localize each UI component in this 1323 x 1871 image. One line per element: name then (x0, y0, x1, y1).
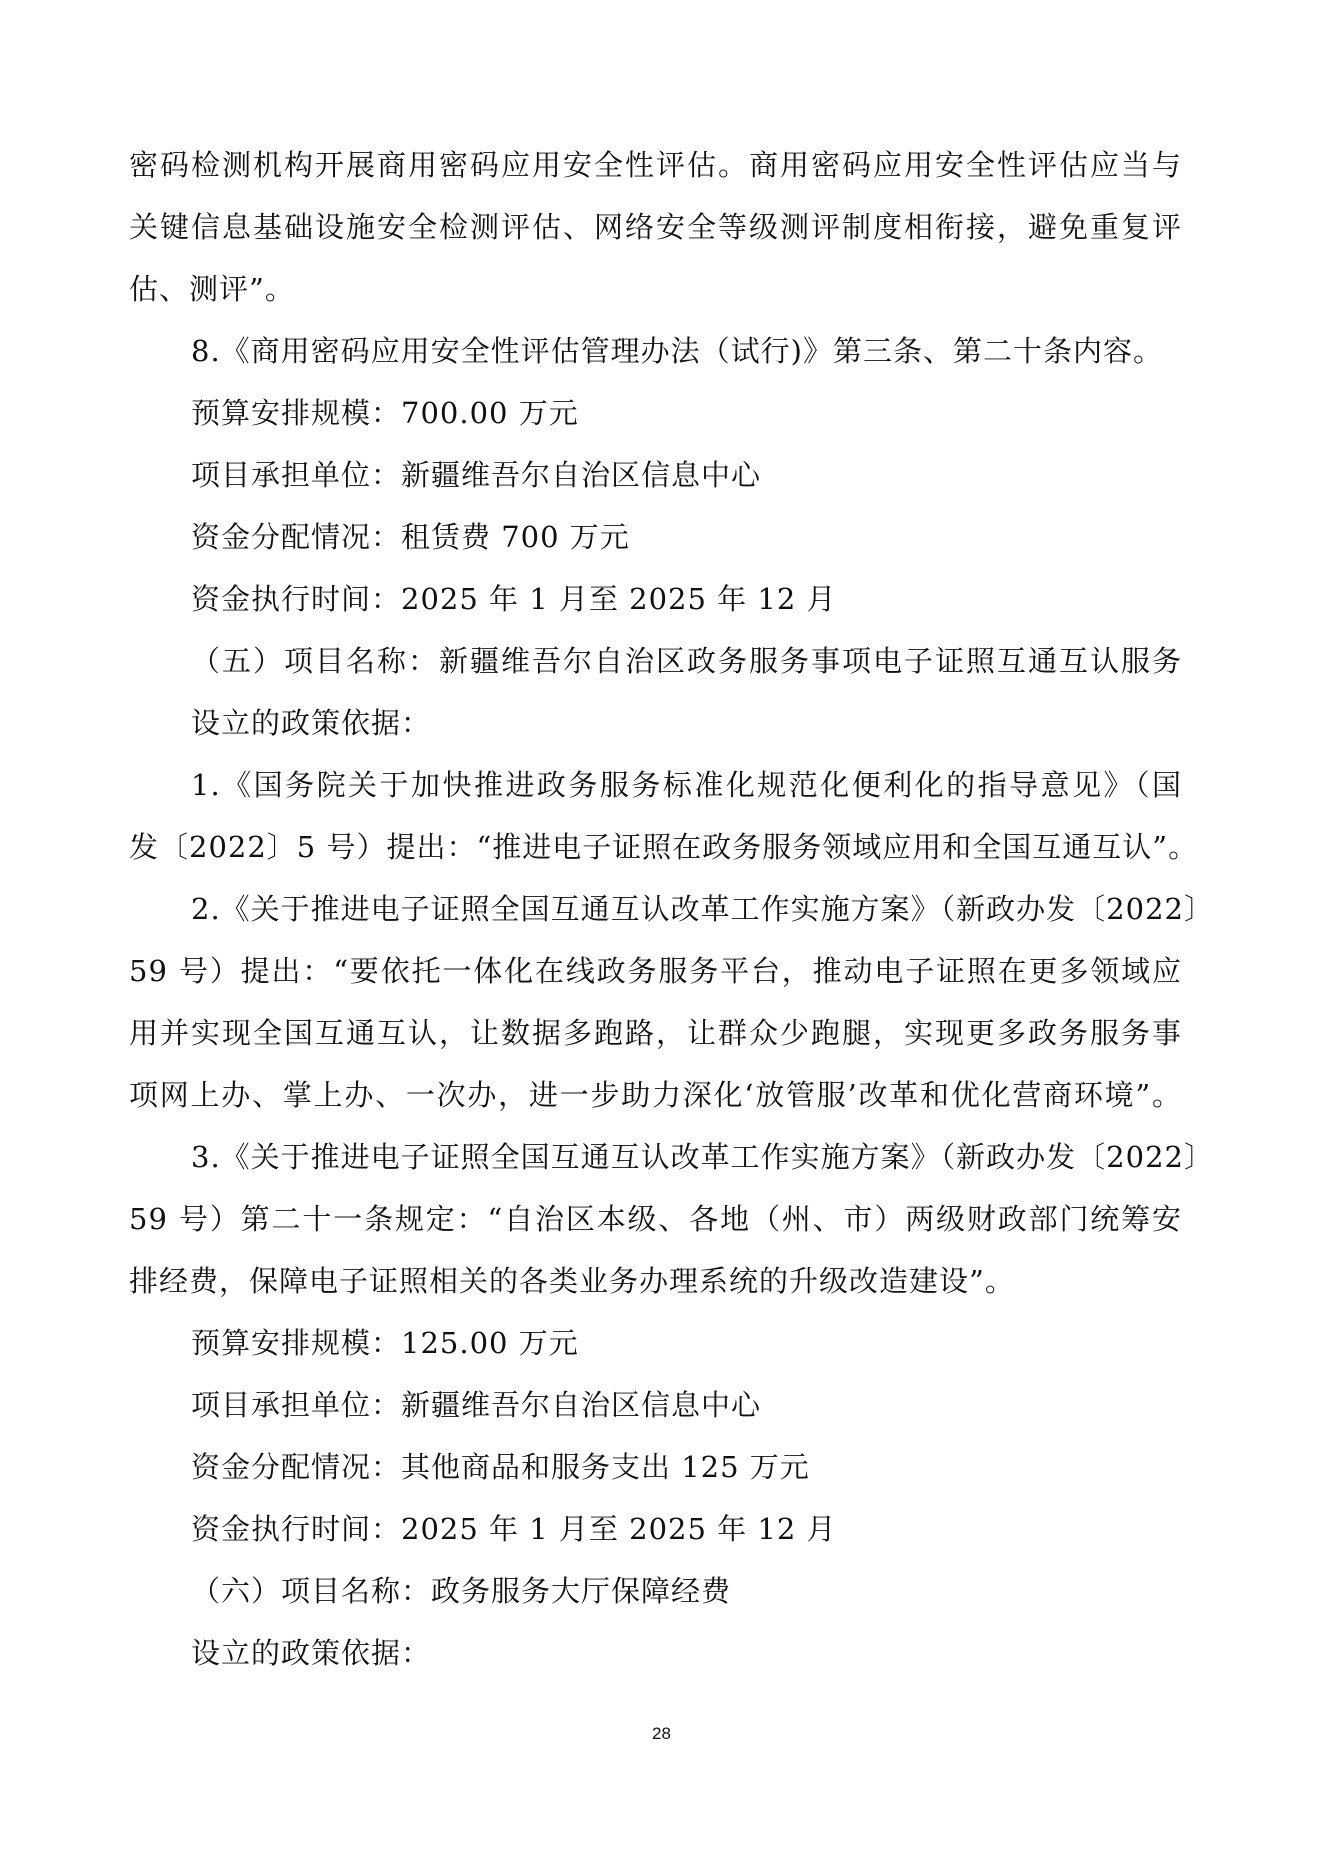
body-text-line: 估、测评”。 (129, 272, 295, 306)
body-text-line: 用并实现全国互通互认，让数据多跑路，让群众少跑腿，实现更多政务服务事 (129, 1016, 1182, 1050)
budget-scale-line: 预算安排规模：700.00 万元 (191, 396, 579, 430)
body-text-line: 密码检测机构开展商用密码应用安全性评估。商用密码应用安全性评估应当与 (129, 148, 1182, 182)
body-text-line: 59 号）提出：“要依托一体化在线政务服务平台，推动电子证照在更多领域应 (129, 954, 1182, 988)
undertaking-unit-line: 项目承担单位：新疆维吾尔自治区信息中心 (191, 1388, 762, 1422)
body-text-line: 项网上办、掌上办、一次办，进一步助力深化‘放管服’改革和优化营商环境”。 (129, 1078, 1182, 1112)
policy-basis-label: 设立的政策依据： (191, 706, 432, 740)
execution-time-line: 资金执行时间：2025 年 1 月至 2025 年 12 月 (191, 1512, 837, 1546)
project-name-heading: （六）项目名称：政务服务大厅保障经费 (191, 1574, 732, 1608)
fund-allocation-line: 资金分配情况：租赁费 700 万元 (191, 520, 630, 554)
fund-allocation-line: 资金分配情况：其他商品和服务支出 125 万元 (191, 1450, 810, 1484)
execution-time-line: 资金执行时间：2025 年 1 月至 2025 年 12 月 (191, 582, 837, 616)
policy-basis-label: 设立的政策依据： (191, 1636, 432, 1670)
body-text-line: 1.《国务院关于加快推进政务服务标准化规范化便利化的指导意见》（国 (191, 768, 1182, 802)
budget-scale-line: 预算安排规模：125.00 万元 (191, 1326, 579, 1360)
body-text-line: 59 号）第二十一条规定：“自治区本级、各地（州、市）两级财政部门统筹安 (129, 1202, 1182, 1236)
page-number: 28 (652, 1724, 671, 1743)
body-text-line: 3.《关于推进电子证照全国互通互认改革工作实施方案》（新政办发〔2022〕 (191, 1140, 1214, 1174)
body-text-line: 排经费，保障电子证照相关的各类业务办理系统的升级改造建设”。 (129, 1264, 1015, 1298)
body-text-line: 8.《商用密码应用安全性评估管理办法（试行)》第三条、第二十条内容。 (191, 334, 1163, 368)
project-name-heading: （五）项目名称：新疆维吾尔自治区政务服务事项电子证照互通互认服务 (191, 644, 1182, 678)
undertaking-unit-line: 项目承担单位：新疆维吾尔自治区信息中心 (191, 458, 762, 492)
body-text-line: 2.《关于推进电子证照全国互通互认改革工作实施方案》（新政办发〔2022〕 (191, 892, 1214, 926)
body-text-line: 发〔2022〕5 号）提出：“推进电子证照在政务服务领域应用和全国互通互认”。 (129, 830, 1199, 864)
body-text-line: 关键信息基础设施安全检测评估、网络安全等级测评制度相衔接，避免重复评 (129, 210, 1182, 244)
